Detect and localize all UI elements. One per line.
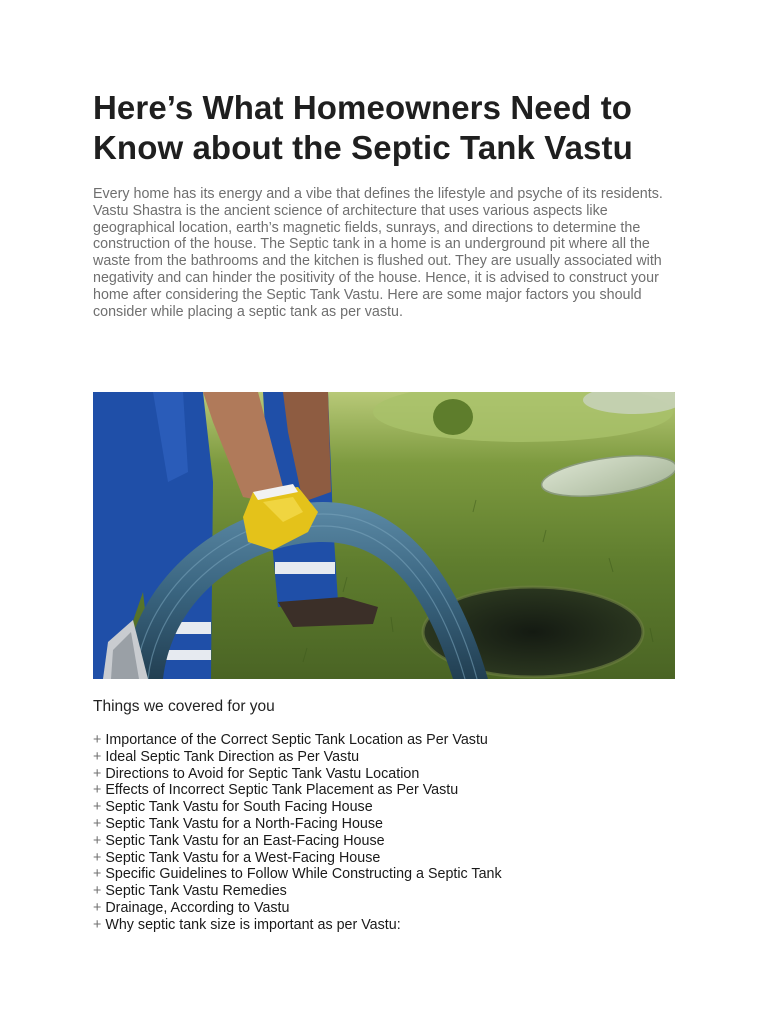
toc-item xyxy=(93,799,502,816)
toc-list xyxy=(93,732,502,934)
plus-bullet: + xyxy=(93,849,102,866)
toc-item xyxy=(93,732,502,749)
plus-bullet: + xyxy=(93,799,102,816)
toc-item xyxy=(93,883,502,900)
toc-link[interactable]: Importance of the Correct Septic Tank Location as Per Vastu xyxy=(105,732,488,748)
plus-bullet: + xyxy=(93,782,102,799)
article xyxy=(93,88,683,320)
toc-link[interactable]: Directions to Avoid for Septic Tank Vastu Location xyxy=(105,765,420,782)
plus-bullet: + xyxy=(93,765,102,782)
plus-bullet: + xyxy=(93,866,102,883)
toc-link[interactable]: Ideal Septic Tank Direction as Per Vastu xyxy=(105,748,360,765)
toc-link[interactable]: Septic Tank Vastu for an East-Facing House xyxy=(105,832,385,849)
toc-item xyxy=(93,917,502,934)
page-title: Here’s What Homeowners Need to Know about the Septic Tank Vastu xyxy=(93,89,633,166)
plus-bullet: + xyxy=(93,832,102,849)
toc-heading: Things we covered for you xyxy=(93,698,275,715)
toc-link[interactable]: Septic Tank Vastu for South Facing House xyxy=(105,799,373,816)
toc-item xyxy=(93,866,502,883)
toc-link[interactable]: Effects of Incorrect Septic Tank Placement as Per Vastu xyxy=(105,782,459,799)
toc-item xyxy=(93,816,502,833)
plus-bullet: + xyxy=(93,732,102,748)
toc-item xyxy=(93,900,502,917)
toc-item xyxy=(93,766,502,783)
toc-link[interactable]: Septic Tank Vastu for a North-Facing House xyxy=(105,815,383,832)
plus-bullet: + xyxy=(93,916,102,933)
plus-bullet: + xyxy=(93,883,102,900)
hero-image xyxy=(93,392,675,679)
toc-item xyxy=(93,749,502,766)
intro-paragraph: Every home has its energy and a vibe that defines the lifestyle and psyche of its residents. Vastu Shastra is the ancient science of architecture that uses various aspects like geographical location, earth’s magnetic fields, sunrays, and directions to determine the construction of the house. The Septic tank in a home is an underground pit where all the waste from the bathrooms and the kitchen is flushed out. They are usually associated with negativity and can hinder the positivity of the house. Hence, it is advised to construct your home after considering the Septic Tank Vastu. Here are some major factors you should consider while placing a septic tank as per vastu. xyxy=(93,186,663,320)
toc-link[interactable]: Drainage, According to Vastu xyxy=(105,899,290,916)
toc-link[interactable]: Why septic tank size is important as per Vastu: xyxy=(105,916,401,933)
toc-link[interactable]: Septic Tank Vastu for a West-Facing House xyxy=(105,849,381,866)
toc-link[interactable]: Septic Tank Vastu Remedies xyxy=(105,883,287,900)
toc-link[interactable]: Specific Guidelines to Follow While Constructing a Septic Tank xyxy=(105,866,502,883)
toc-item xyxy=(93,833,502,850)
plus-bullet: + xyxy=(93,815,102,832)
toc-item xyxy=(93,850,502,867)
plus-bullet: + xyxy=(93,748,102,765)
plus-bullet: + xyxy=(93,899,102,916)
toc-item xyxy=(93,782,502,799)
